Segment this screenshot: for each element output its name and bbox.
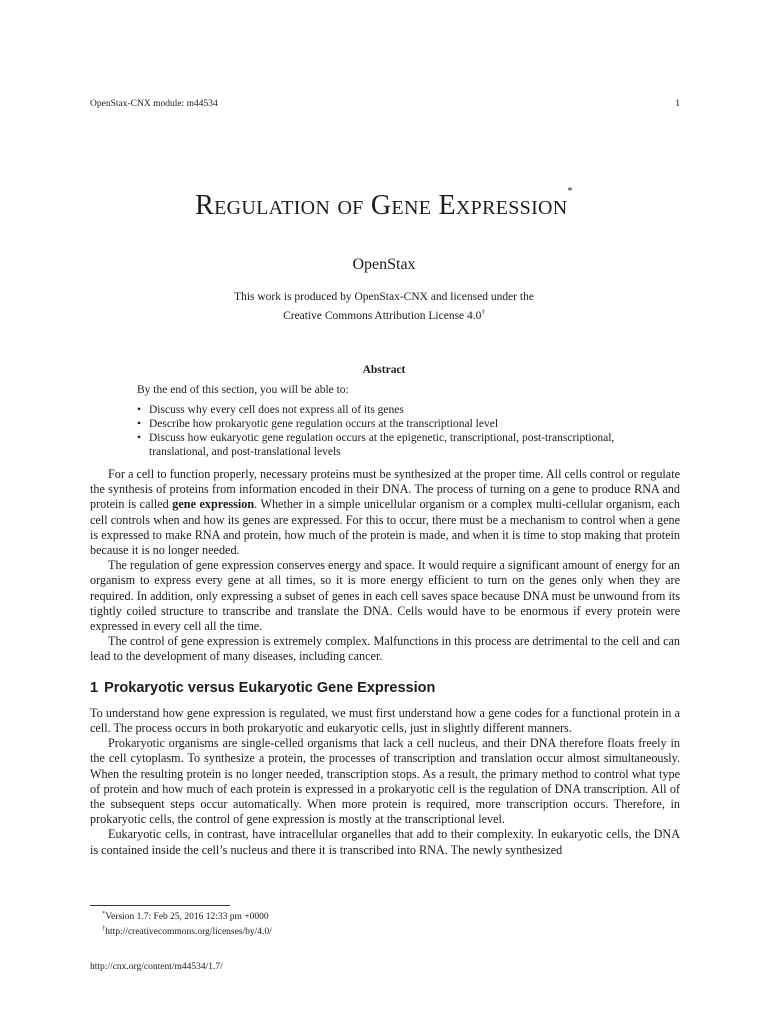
license-name: Creative Commons Attribution License 4.0 (283, 309, 482, 322)
paragraph: To understand how gene expression is regulated, we must first understand how a gene codes for a functional protein in a cell. The process occurs in both prokaryotic and eukaryotic cells, just in slightly different manners. (90, 705, 680, 736)
footnote-divider (90, 905, 230, 906)
module-id: OpenStax-CNX module: m44534 (90, 99, 218, 109)
section-title: Prokaryotic versus Eukaryotic Gene Expression (104, 679, 436, 696)
key-term: gene expression (172, 497, 255, 512)
section-heading (90, 681, 680, 696)
footer-url[interactable]: http://cnx.org/content/m44534/1.7/ (90, 962, 223, 972)
paragraph: Prokaryotic organisms are single-celled organisms that lack a cell nucleus, and their DNA therefore floats freely in the cell cytoplasm. To synthesize a protein, the processes of transcription and translation occur almost simultaneously. When the resulting protein is no longer needed, transcription stops. As a result, the primary method to control what type of protein and how much of each protein is expressed in a prokaryotic cell is the regulation of DNA transcription. All of the subsequent steps occur automatically. When more protein is required, more transcription occurs. Therefore, in prokaryotic cells, the control of gene expression is mostly at the transcriptional level. (90, 736, 680, 827)
document-title (0, 186, 768, 222)
objective-item: • Discuss why every cell does not express all of its genes (137, 403, 653, 417)
section-number: 1 (90, 679, 99, 696)
license-line-1: This work is produced by OpenStax-CNX and licensed under the (234, 291, 534, 303)
abstract-intro: By the end of this section, you will be able to: (137, 384, 349, 396)
body-text (90, 467, 680, 858)
paragraph: The control of gene expression is extremely complex. Malfunctions in this process are detrimental to the cell and can lead to the development of many diseases, including cancer. (90, 634, 680, 664)
author: OpenStax (352, 256, 416, 273)
abstract-heading: Abstract (362, 364, 406, 376)
paragraph-text: For a cell to function properly, necessary proteins must be synthesized at the proper time. All cells control or regulate the synthesis of proteins from information encoded in their DNA. The process of turning on a gene to produce RNA and protein is called (90, 467, 680, 512)
paragraph: The regulation of gene expression conserves energy and space. It would require a significant amount of energy for an organism to express every gene at all times, so it is more energy efficient to turn on the genes only when they are required. In addition, only expressing a subset of genes in each cell saves space because DNA must be unwound from its tightly coiled structure to transcribe and translate the DNA. Cells would have to be enormous if every protein were expressed in every cell all the time. (90, 558, 680, 634)
paragraph (90, 467, 680, 558)
paragraph-text: . Whether in a simple unicellular organism or a complex multi-cellular organism, each cell controls when and how its genes are expressed. For this to occur, there must be a mechanism to control when a gene is expressed to make RNA and protein, how much of the protein is made, and when it is time to stop making that protein because it is no longer needed. (90, 497, 680, 558)
license-footnote-mark: † (481, 308, 485, 316)
footnotes (90, 908, 680, 938)
title-text: Regulation of Gene Expression (195, 190, 568, 221)
license-line-2 (0, 305, 768, 324)
page-number: 1 (675, 99, 680, 109)
license-statement (0, 290, 768, 324)
running-header (90, 99, 680, 109)
footnote-mark: * (102, 910, 106, 917)
objective-item: • Describe how prokaryotic gene regulation occurs at the transcriptional level (137, 417, 653, 431)
objectives-list (137, 403, 653, 459)
footnote-text: Version 1.7: Feb 25, 2016 12:33 pm +0000 (105, 912, 269, 923)
footnote-license-url (90, 923, 680, 938)
title-footnote-mark: * (567, 186, 573, 197)
footnote-mark: † (102, 925, 106, 933)
abstract (137, 383, 653, 459)
footnote-link[interactable]: http://creativecommons.org/licenses/by/4.0/ (105, 927, 272, 938)
footnote-version (90, 908, 680, 923)
objective-item: • Discuss how eukaryotic gene regulation occurs at the epigenetic, transcriptional, post-transcriptional, translational, and post-translational levels (137, 431, 653, 459)
paragraph: Eukaryotic cells, in contrast, have intracellular organelles that add to their complexity. In eukaryotic cells, the DNA is contained inside the cell’s nucleus and there it is transcribed into RNA. The newly synthesized (90, 827, 680, 857)
